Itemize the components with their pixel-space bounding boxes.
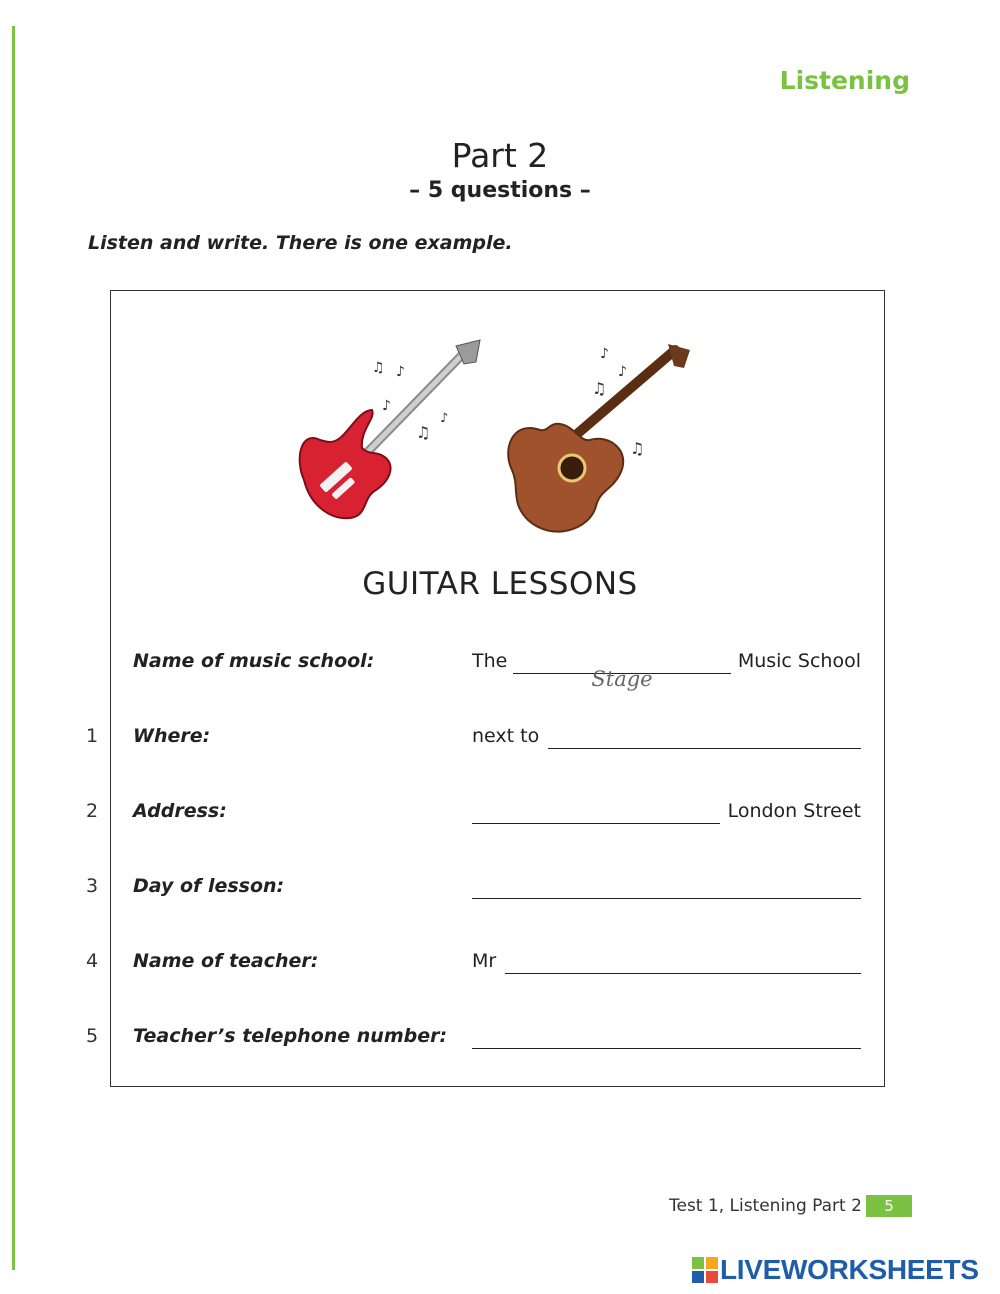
answer-area [472,873,861,903]
part-title: Part 2 [451,136,549,175]
answer-input-line[interactable] [505,973,861,974]
answer-area [472,798,861,828]
svg-text:♫: ♫ [592,379,607,398]
svg-text:♫: ♫ [630,439,645,458]
svg-text:♫: ♫ [416,423,431,442]
question-number: 1 [86,725,99,747]
liveworksheets-brand [692,1254,979,1286]
acoustic-guitar-icon [508,344,690,532]
svg-text:♪: ♪ [382,398,391,414]
instruction-text: Listen and write. There is one example. [88,232,513,254]
answer-input-line[interactable] [548,748,861,749]
brand-text: LIVEWORKSHEETS [720,1254,979,1285]
example-suffix: Music School [737,650,861,672]
example-label: Name of music school: [133,650,375,672]
example-answer: Stage [591,667,653,691]
question-label: Name of teacher: [133,950,319,972]
answer-prefix: Mr [472,950,497,972]
question-row [0,792,1000,832]
example-row [0,642,1000,691]
svg-text:♪: ♪ [600,346,609,362]
example-answer-line [513,667,731,691]
question-row [0,717,1000,757]
example-answer-area [472,648,861,691]
answer-input-line[interactable] [472,898,861,899]
question-label: Address: [133,800,227,822]
answer-prefix: next to [472,725,540,747]
part-subtitle: – 5 questions – [409,178,591,203]
answer-area [472,1023,861,1053]
answer-input-line[interactable] [472,1048,861,1049]
answer-area [472,948,861,978]
electric-guitar-icon [300,340,480,518]
svg-text:♪: ♪ [396,364,405,380]
question-number: 5 [86,1025,99,1047]
question-row [0,942,1000,982]
question-number: 4 [86,950,99,972]
example-prefix: The [472,650,508,672]
answer-area [472,723,861,753]
svg-text:♪: ♪ [440,411,449,426]
page-number-badge: 5 [866,1195,912,1217]
section-label: Listening [779,66,910,95]
question-label: Day of lesson: [133,875,285,897]
question-label: Teacher’s telephone number: [133,1025,448,1047]
question-row [0,1017,1000,1057]
svg-text:♫: ♫ [372,360,385,376]
footer-text: Test 1, Listening Part 2 [669,1196,862,1216]
svg-text:♪: ♪ [618,364,627,380]
guitars-illustration [290,330,720,550]
liveworksheets-logo-icon [692,1257,718,1283]
question-label: Where: [133,725,211,747]
question-number: 3 [86,875,99,897]
answer-input-line[interactable] [472,823,720,824]
card-title: GUITAR LESSONS [362,566,638,602]
answer-suffix: London Street [727,800,861,822]
question-number: 2 [86,800,99,822]
question-row [0,867,1000,907]
